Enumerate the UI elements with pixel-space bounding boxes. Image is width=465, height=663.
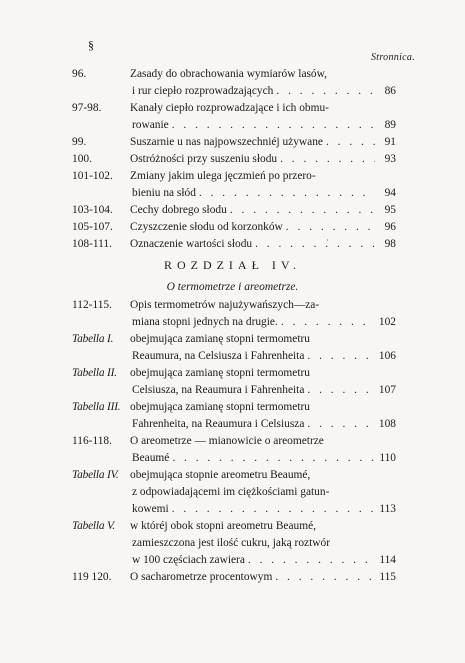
section-number: 96. (72, 68, 87, 80)
entry-title-line (132, 83, 396, 100)
page-number: 106 (378, 350, 396, 362)
entry-title-text: miana stopni jednych na drugie. (132, 316, 278, 328)
toc-line (72, 416, 396, 433)
entry-title-line (130, 134, 396, 151)
toc-entry (72, 467, 396, 518)
entry-title-line (132, 314, 396, 331)
section-number: Tabella IV. (72, 469, 119, 481)
toc-line (72, 433, 396, 450)
entry-title-text: zamieszczona jest ilość cukru, jaką roztwór (132, 537, 330, 549)
page-number: 113 (379, 503, 396, 515)
page-number: 91 (384, 136, 396, 148)
page-number: 94 (384, 187, 396, 199)
section-number: 103-104. (72, 204, 113, 216)
entry-title-text: obejmująca zamianę stopni termometru (130, 333, 310, 345)
entry-title-text: obejmująca stopnie areometru Beaumé, (130, 469, 311, 481)
page-number: 93 (384, 153, 396, 165)
section-number: 112-115. (72, 299, 112, 311)
page-number: 114 (379, 554, 396, 566)
dot-leader (255, 236, 375, 253)
entry-title-text: Opis termometrów najużywańszych—za- (130, 299, 320, 311)
entry-title-line (130, 219, 396, 236)
page-number: 95 (384, 204, 396, 216)
toc-line (72, 134, 396, 151)
section-number: 105-107. (72, 221, 113, 233)
toc-line (72, 117, 396, 134)
entry-title-text: O sacharometrze procentowym (130, 571, 273, 583)
toc-line (72, 518, 396, 535)
entry-title-text: Ostróżności przy suszeniu słodu (130, 153, 278, 165)
toc-entry (72, 168, 396, 202)
entry-title-text: z odpowiadającemi im ciężkościami gatun- (132, 486, 330, 498)
dot-leader (199, 185, 375, 202)
toc-line (72, 484, 396, 501)
toc-entry (72, 433, 396, 467)
entry-title-text: rowanie (132, 119, 169, 131)
toc-line (72, 501, 396, 518)
dot-leader (286, 219, 375, 236)
section-number: 100. (72, 153, 92, 165)
chapter-subtitle: O termometrze i areometrze. (166, 281, 299, 293)
entry-title-text: O areometrze — mianowicie o areometrze (130, 435, 324, 447)
toc-entry (72, 297, 396, 331)
section-number: 99. (72, 136, 87, 148)
toc-line (72, 348, 396, 365)
entry-title-line (132, 348, 396, 365)
entry-title-text: Celsiusza, na Reaumura i Fahrenheita (132, 384, 305, 396)
dot-leader (172, 117, 375, 134)
entry-title-text: kowemi (132, 503, 169, 515)
toc-line (72, 552, 396, 569)
toc-line (72, 365, 396, 382)
toc-line (72, 151, 396, 168)
entry-title-line (130, 569, 396, 586)
dot-leader (281, 314, 375, 331)
page-number: 96 (384, 221, 396, 233)
toc-line (72, 382, 396, 399)
entry-title-text: w 100 częściach zawiera (132, 554, 245, 566)
entry-title-text: Czyszczenie słodu od korzonków (130, 221, 283, 233)
entry-title-text: Suszarnie u nas najpowszechniéj używane (130, 136, 323, 148)
toc-entry (72, 134, 396, 151)
page-number: 89 (384, 119, 396, 131)
toc-entry (72, 66, 396, 100)
toc-entry (72, 202, 396, 219)
entry-title-text: Oznaczenie wartości słodu (130, 238, 253, 250)
entry-title-text: Zmiany jakim ulega jęczmień po przero- (130, 170, 316, 182)
section-number: 97-98. (72, 102, 102, 114)
toc-entry (72, 569, 396, 586)
dot-leader (172, 450, 375, 467)
entry-title-text: Cechy dobrego słodu (130, 204, 227, 216)
toc-line (72, 450, 396, 467)
entry-title-text: bieniu na słód (132, 187, 196, 199)
entry-title-text: Beaumé (132, 452, 170, 464)
page-number: 107 (378, 384, 396, 396)
toc-line (72, 331, 396, 348)
toc-line (72, 314, 396, 331)
toc-line (72, 83, 396, 100)
page-column-header: Stronnica. (370, 52, 415, 63)
entry-title-line (130, 202, 396, 219)
section-sign-header: § (88, 38, 94, 52)
dot-leader (326, 134, 375, 151)
toc-line (72, 100, 396, 117)
entry-title-text: i rur ciepło rozprowadzających (132, 85, 274, 97)
stray-mark: · (326, 236, 329, 245)
entry-title-line (130, 236, 396, 253)
toc-line (72, 297, 396, 314)
toc-list-top (72, 66, 396, 253)
toc-line (72, 467, 396, 484)
entry-title-text: Fahrenheita, na Reaumura i Celsiusza (132, 418, 305, 430)
section-number: 116-118. (72, 435, 112, 447)
entry-title-line (132, 185, 396, 202)
page-number: 115 (379, 571, 396, 583)
entry-title-line (132, 552, 396, 569)
toc-line (72, 219, 396, 236)
toc-entry (72, 518, 396, 569)
toc-line (72, 168, 396, 185)
dot-leader (248, 552, 375, 569)
page-number: 98 (384, 238, 396, 250)
section-number: 108-111. (72, 238, 112, 250)
entry-title-text: w któréj obok stopni areometru Beaumé, (130, 520, 316, 532)
toc-entry (72, 219, 396, 236)
entry-title-line (132, 382, 396, 399)
dot-leader (230, 202, 375, 219)
toc-line (72, 236, 396, 253)
dot-leader (172, 501, 375, 518)
entry-title-line (130, 151, 396, 168)
chapter-heading: ROZDZIAŁ IV. (163, 258, 302, 272)
toc-entry (72, 399, 396, 433)
entry-title-text: Zasady do obrachowania wymiarów lasów, (130, 68, 327, 80)
dot-leader (307, 416, 375, 433)
entry-title-line (132, 450, 396, 467)
toc-line (72, 202, 396, 219)
dot-leader (307, 348, 375, 365)
toc-entry (72, 236, 396, 253)
toc-entry (72, 100, 396, 134)
section-number: 119 120. (72, 571, 112, 583)
dot-leader (275, 569, 375, 586)
page-number: 110 (379, 452, 396, 464)
dot-leader (276, 83, 375, 100)
page-number: 102 (378, 316, 396, 328)
section-number: Tabella I. (72, 333, 114, 345)
section-number: Tabella III. (72, 401, 121, 413)
entry-title-line (132, 117, 396, 134)
toc-line (72, 399, 396, 416)
entry-title-text: Reaumura, na Celsiusza i Fahrenheita (132, 350, 305, 362)
entry-title-text: obejmująca zamianę stopni termometru (130, 367, 310, 379)
page-number: 108 (378, 418, 396, 430)
entry-title-line (132, 416, 396, 433)
entry-title-text: obejmująca zamianę stopni termometru (130, 401, 310, 413)
entry-title-text: Kanały ciepło rozprowadzające i ich obmu- (130, 102, 329, 114)
toc-line (72, 185, 396, 202)
entry-title-line (132, 501, 396, 518)
toc-entry (72, 151, 396, 168)
page-number: 86 (384, 85, 396, 97)
toc-entry (72, 331, 396, 365)
section-number: Tabella II. (72, 367, 117, 379)
section-number: Tabella V. (72, 520, 115, 532)
toc-list-bottom (72, 297, 396, 586)
toc-entry (72, 365, 396, 399)
dot-leader (307, 382, 375, 399)
dot-leader (280, 151, 375, 168)
toc-line (72, 66, 396, 83)
section-number: 101-102. (72, 170, 113, 182)
toc-line (72, 535, 396, 552)
toc-line (72, 569, 396, 586)
